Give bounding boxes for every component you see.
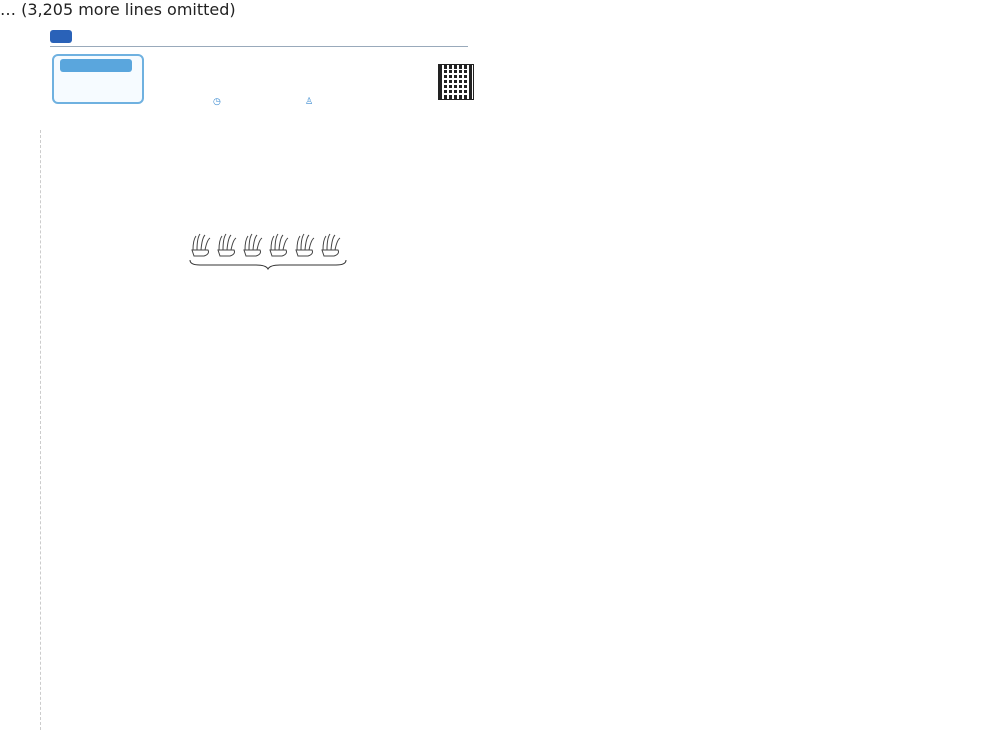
brace-icon bbox=[188, 258, 348, 270]
hand-icon bbox=[322, 234, 340, 256]
person-icon: ♙ bbox=[305, 97, 314, 107]
hand-icon bbox=[296, 234, 314, 256]
binding-line bbox=[40, 130, 41, 730]
hand-icon bbox=[270, 234, 288, 256]
qr-code-icon[interactable] bbox=[438, 64, 474, 100]
page-header bbox=[50, 30, 320, 46]
hands-figure bbox=[188, 230, 348, 258]
series-title bbox=[76, 30, 86, 41]
score-info bbox=[305, 97, 313, 108]
clock-icon: ◷ bbox=[213, 97, 221, 107]
day-badge bbox=[52, 54, 144, 104]
hand-icon bbox=[192, 234, 210, 256]
hand-icon bbox=[218, 234, 236, 256]
step-label bbox=[60, 59, 132, 72]
header-divider bbox=[50, 46, 468, 47]
time-info bbox=[213, 97, 221, 108]
brand-logo bbox=[50, 30, 72, 43]
hand-icon bbox=[244, 234, 262, 256]
